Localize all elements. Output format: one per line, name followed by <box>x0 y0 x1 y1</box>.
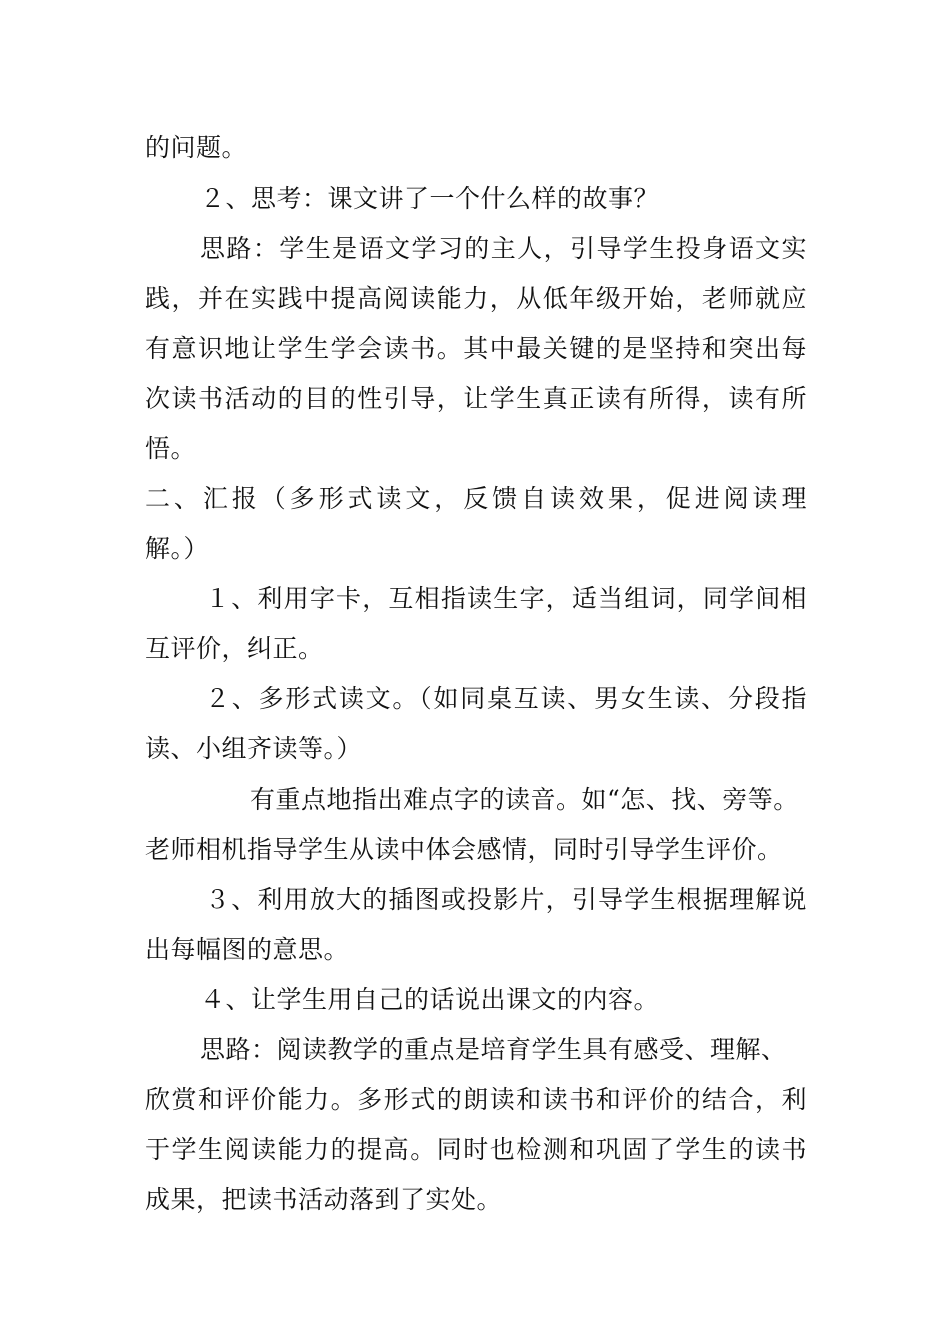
text-line: 次读书活动的目的性引导，让学生真正读有所得，读有所 <box>145 384 807 413</box>
text-line: ２、多形式读文。（如同桌互读、男女生读、分段指 <box>205 684 807 713</box>
text-line: ４、让学生用自己的话说出课文的内容。 <box>200 985 660 1014</box>
text-line: 出每幅图的意思。 <box>145 935 350 964</box>
text-line: ３、利用放大的插图或投影片，引导学生根据理解说 <box>205 885 807 914</box>
text-line: 于学生阅读能力的提高。同时也检测和巩固了学生的读书 <box>145 1135 807 1164</box>
text-line: 欣赏和评价能力。多形式的朗读和读书和评价的结合，利 <box>145 1085 807 1114</box>
text-line: 老师相机指导学生从读中体会感情，同时引导学生评价。 <box>145 835 783 864</box>
text-line: 思路：学生是语文学习的主人，引导学生投身语文实 <box>200 234 807 263</box>
text-line: 悟。 <box>145 434 197 463</box>
text-line: 成果，把读书活动落到了实处。 <box>145 1185 503 1214</box>
text-line: 有重点地指出难点字的读音。如“怎、找、旁等。 <box>250 785 799 814</box>
text-line: 互评价，纠正。 <box>145 634 324 663</box>
text-line: 践，并在实践中提高阅读能力，从低年级开始，老师就应 <box>145 284 807 313</box>
text-line: 解。） <box>145 534 210 563</box>
text-line: 的问题。 <box>145 133 248 162</box>
text-line: 读、小组齐读等。） <box>145 734 363 763</box>
section-heading: 二、汇报（多形式读文，反馈自读效果，促进阅读理 <box>145 484 807 513</box>
text-line: 思路：阅读教学的重点是培育学生具有感受、理解、 <box>200 1035 787 1064</box>
text-line: 有意识地让学生学会读书。其中最关键的是坚持和突出每 <box>145 334 807 363</box>
text-line: ２、思考：课文讲了一个什么样的故事？ <box>200 184 660 213</box>
text-line: １、利用字卡，互相指读生字，适当组词，同学间相 <box>205 584 807 613</box>
